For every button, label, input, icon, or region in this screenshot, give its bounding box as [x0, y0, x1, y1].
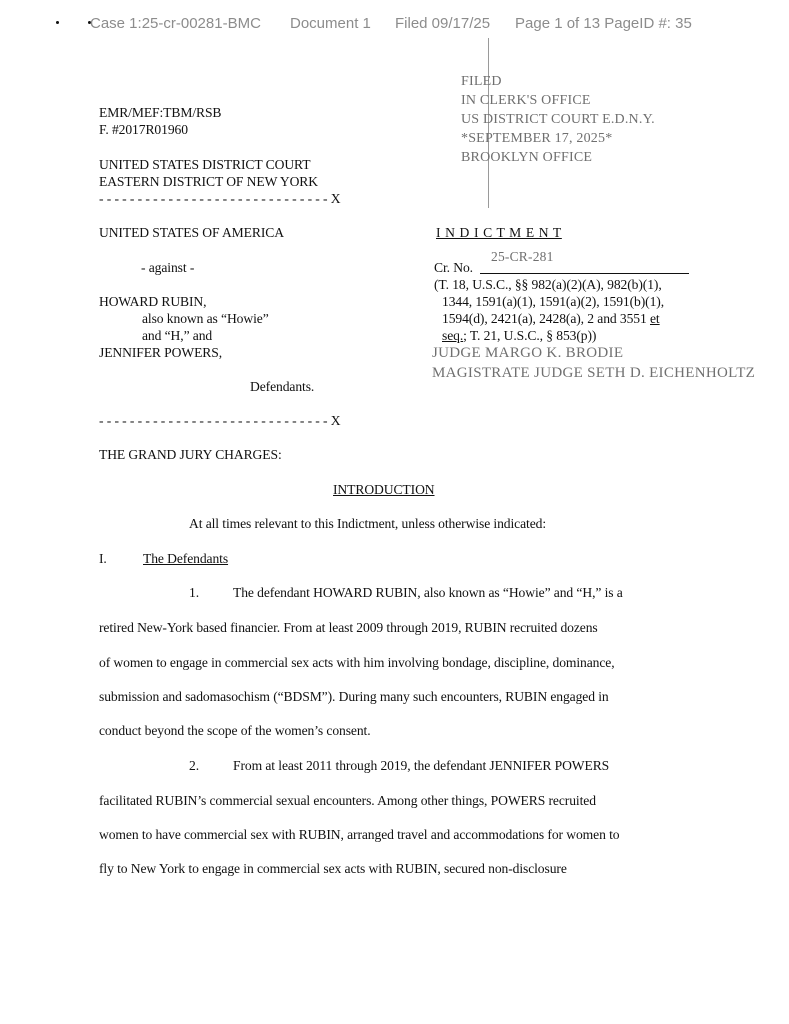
- defendants-label: Defendants.: [250, 379, 315, 394]
- paragraph-2-line: fly to New York to engage in commercial sex acts with RUBIN, secured non-disclosure: [99, 861, 567, 876]
- case-number-value: 25-CR-281: [491, 249, 554, 264]
- paragraph-2-line: facilitated RUBIN’s commercial sexual encounters. Among other things, POWERS recruited: [99, 793, 596, 808]
- statute-citation-4: [442, 328, 596, 344]
- attorney-initials: EMR/MEF:TBM/RSB: [99, 105, 222, 120]
- stamp-filed: FILED: [461, 74, 502, 89]
- magistrate-judge: MAGISTRATE JUDGE SETH D. EICHENHOLTZ: [432, 365, 756, 381]
- statute-citation-1: (T. 18, U.S.C., §§ 982(a)(2)(A), 982(b)(1),: [434, 277, 662, 292]
- defendant-powers: JENNIFER POWERS,: [99, 345, 223, 360]
- stamp-court: US DISTRICT COURT E.D.N.Y.: [461, 112, 655, 127]
- header-case-number: Case 1:25-cr-00281-BMC: [90, 15, 261, 32]
- scan-mark: [56, 21, 59, 24]
- section-number: I.: [99, 551, 107, 566]
- paragraph-1-line: conduct beyond the scope of the women’s consent.: [99, 723, 371, 738]
- paragraph-1-line: The defendant HOWARD RUBIN, also known as “Howie” and “H,” is a: [233, 585, 623, 600]
- case-number-underline: [480, 273, 689, 274]
- paragraph-2-line: women to have commercial sex with RUBIN, arranged travel and accommodations for women to: [99, 827, 620, 842]
- citation-et: et: [650, 311, 660, 326]
- paragraph-1-line: submission and sadomasochism (“BDSM”). During many such encounters, RUBIN engaged in: [99, 689, 609, 704]
- case-number-label: Cr. No.: [434, 260, 473, 275]
- defendant-rubin: HOWARD RUBIN,: [99, 294, 207, 309]
- grand-jury-charges: THE GRAND JURY CHARGES:: [99, 447, 282, 462]
- court-district: EASTERN DISTRICT OF NEW YORK: [99, 174, 318, 189]
- citation-text: 1594(d), 2421(a), 2428(a), 2 and 3551: [442, 311, 650, 326]
- court-name: UNITED STATES DISTRICT COURT: [99, 157, 311, 172]
- caption-divider-bottom: - - - - - - - - - - - - - - - - - - - - - - - - - - - - - - X: [99, 413, 341, 428]
- statute-citation-3: [442, 311, 660, 327]
- assigned-judge: JUDGE MARGO K. BRODIE: [432, 345, 624, 361]
- paragraph-2-number: 2.: [189, 758, 199, 773]
- statute-citation-2: 1344, 1591(a)(1), 1591(a)(2), 1591(b)(1),: [442, 294, 665, 309]
- stamp-date: *SEPTEMBER 17, 2025*: [461, 131, 613, 146]
- alias-line-1: also known as “Howie”: [142, 311, 269, 326]
- citation-text: ; T. 21, U.S.C., § 853(p)): [463, 328, 597, 343]
- paragraph-1-number: 1.: [189, 585, 199, 600]
- caption-divider-top: - - - - - - - - - - - - - - - - - - - - - - - - - - - - - - X: [99, 191, 341, 206]
- stamp-office: BROOKLYN OFFICE: [461, 150, 593, 165]
- alias-line-2: and “H,” and: [142, 328, 213, 343]
- header-filed-date: Filed 09/17/25: [395, 15, 491, 32]
- intro-sentence: At all times relevant to this Indictment, unless otherwise indicated:: [189, 516, 547, 531]
- plaintiff-name: UNITED STATES OF AMERICA: [99, 225, 284, 240]
- paragraph-1-line: retired New-York based financier. From at least 2009 through 2019, RUBIN recruited dozens: [99, 620, 598, 635]
- paragraph-1-line: of women to engage in commercial sex acts with him involving bondage, discipline, dominance,: [99, 655, 615, 670]
- header-page-info: Page 1 of 13 PageID #: 35: [515, 15, 692, 32]
- stamp-clerk-office: IN CLERK'S OFFICE: [461, 93, 591, 108]
- against-text: - against -: [141, 260, 195, 275]
- introduction-heading: INTRODUCTION: [333, 482, 435, 497]
- file-number: F. #2017R01960: [99, 122, 188, 137]
- header-document: Document 1: [290, 15, 371, 32]
- citation-seq: seq.: [442, 328, 464, 343]
- indictment-title: I N D I C T M E N T: [436, 225, 562, 240]
- section-title: The Defendants: [143, 551, 229, 566]
- paragraph-2-line: From at least 2011 through 2019, the defendant JENNIFER POWERS: [233, 758, 610, 773]
